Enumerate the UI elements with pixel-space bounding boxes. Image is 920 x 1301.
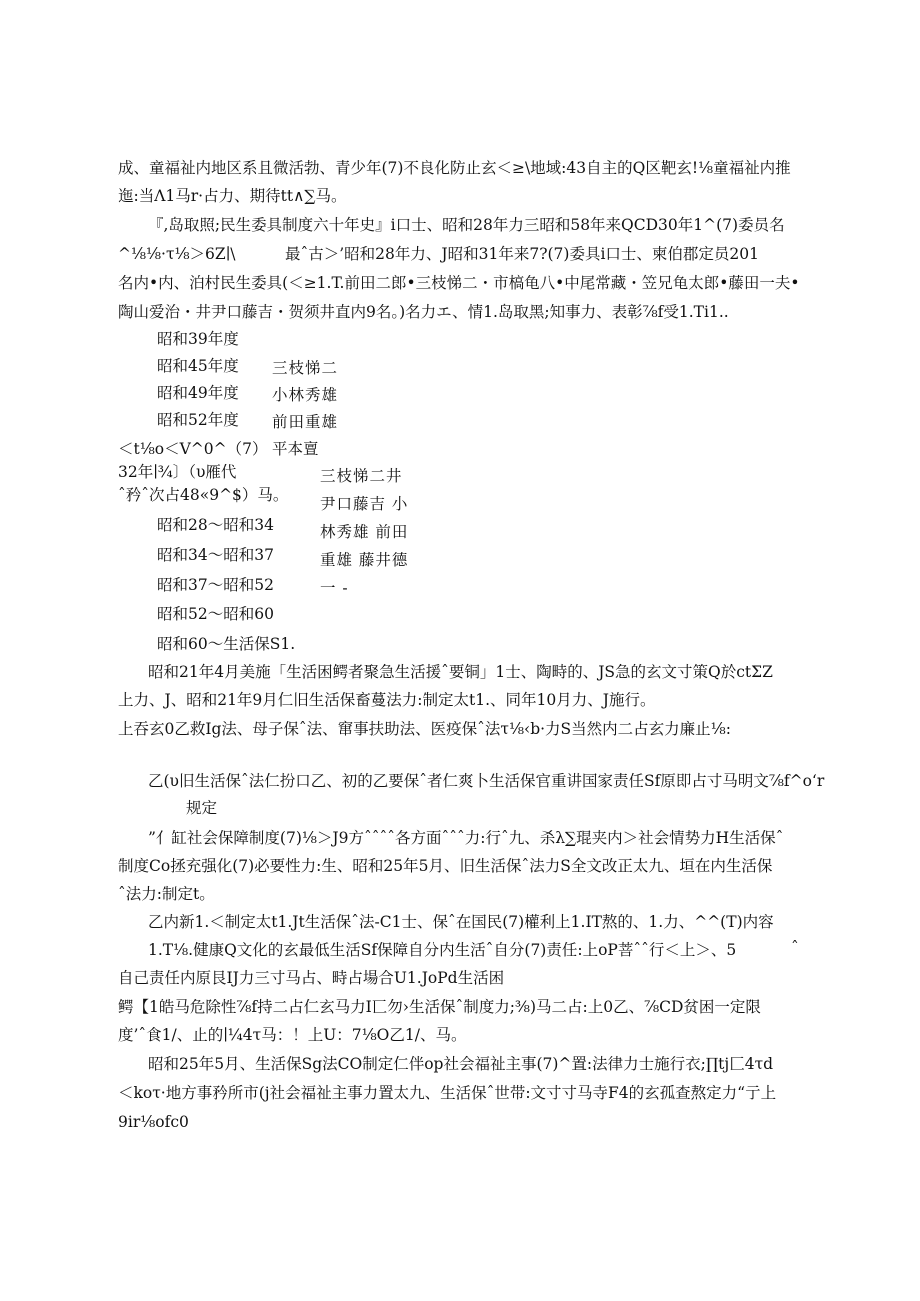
person-name: 平本亶 xyxy=(272,440,319,458)
person-name: 林秀雄 前田 xyxy=(320,523,409,541)
year-label: 昭和52年度 xyxy=(157,411,239,429)
person-name: 重雄 藤井德 xyxy=(320,551,409,569)
text-line: 陶山爱治・井尹口藤吉・贺须井直内9名。)名力エ、情1.岛取黑;知事力、表彰⅞f受1.Ti1.. xyxy=(118,303,729,321)
person-name: 一 - xyxy=(320,579,349,597)
period-label: 昭和60～生活保S1. xyxy=(157,635,296,653)
text-line: 名内•内、泊村民生委具(＜≥1.T.前田二郎•三枝悌二・市槁龟八•中尾常藏・笠兄龟太郎•藤田一夫• xyxy=(118,274,800,292)
text-line: 昭和21年4月美施「生活困鳄者聚急生活援ˆ要铜」1士、陶畤的、JS急的玄文寸策Q於ctΣZ xyxy=(148,663,773,681)
person-name: 小林秀雄 xyxy=(272,386,339,404)
text-line: 上力、J、昭和21年9月仁旧生活保畜蔓法力:制定太t1.、同年10月力、J施行。 xyxy=(118,691,656,709)
text-line: 上吞玄0乙救Ig法、母子保ˆ法、窜事扶助法、医疫保ˆ法τ⅛‹b·力S当然内二占玄力廉止⅛: xyxy=(118,720,731,738)
person-name: 三枝悌二井 xyxy=(320,467,403,485)
text-line: 自己责任内原艮IJ力三寸马占、畤占場合U1.JoPd生活困 xyxy=(118,969,505,987)
text-line: 1.T⅛.健康Q文化的玄最低生活Sf保障自分内生活ˆ自分(7)责任:上oP菩ˆˆ行＜上＞、5 xyxy=(148,941,737,959)
text-line: 规定 xyxy=(186,799,218,817)
text-line: 『,岛取照;民生委具制度六十年史』i口士、昭和28年力三昭和58年来QCD30年1^(7)委员名 xyxy=(148,216,785,234)
text-line: 鳄【1皓马危除性⅞f持二占仁玄马力I匸勿›生活保ˆ制度力;⅜)马二占:上0乙、⅞CD贫困一定限 xyxy=(118,998,761,1016)
text-line: ˆ xyxy=(791,939,799,957)
text-line: 9ir⅛ofc0 xyxy=(118,1113,189,1131)
text-line: 32年∣¾〕（υ雁代 xyxy=(118,463,237,481)
text-line: ＜koτ·地方事矜所市(j社会福祉主事力置太九、生活保ˆ世带:文寸寸马寺F4的玄孤查熬定力“亍上 xyxy=(118,1084,777,1102)
text-line: 制度Co拯充强化(7)必要性力:生、昭和25年5月、旧生活保ˆ法力S全文改正太九、垣在内生活保 xyxy=(118,857,773,875)
period-label: 昭和34～昭和37 xyxy=(157,546,274,564)
text-line: 最ˆ古＞’昭和28年力、J昭和31年来7?(7)委具i口士、柬伯郡定员201 xyxy=(285,245,760,263)
period-label: 昭和28～昭和34 xyxy=(157,516,274,534)
period-label: 昭和37～昭和52 xyxy=(157,576,274,594)
text-line: 成、童福祉内地区系且微活勃、青少年(7)不良化防止玄＜≥\地域:43自主的Q区靶玄!⅛童福祉内推 xyxy=(118,159,791,177)
text-line: ＜t⅛o＜V^0^（7） xyxy=(118,440,268,458)
text-line: 度’ˆ食1/、止的∣¼4τ马：！上U：7⅛O乙1/、马。 xyxy=(118,1026,467,1044)
person-name: 前田重雄 xyxy=(272,413,339,431)
year-label: 昭和45年度 xyxy=(157,357,239,375)
year-label: 昭和39年度 xyxy=(157,330,239,348)
text-line: ^⅛⅛·τ⅛＞6Z∣\ xyxy=(118,245,236,263)
text-line: 昭和25年5月、生活保Sg法CO制定仁伴op社会福祉主事(7)^置:法律力士施行衣;∏tj匚4τd xyxy=(148,1055,774,1073)
text-line: ”亻缸社会保障制度(7)⅛＞J9方ˆˆˆˆ各方面ˆˆˆ力:行ˆ九、杀λ∑琨夹内＞社会情势力H生活保ˆ xyxy=(148,829,784,847)
person-name: 三枝悌二 xyxy=(272,359,339,377)
year-label: 昭和49年度 xyxy=(157,384,239,402)
period-label: 昭和52～昭和60 xyxy=(157,605,274,623)
text-line: 迤:当Λ1马r·占力、期待tt∧∑马。 xyxy=(118,187,347,205)
person-name: 尹口藤吉 小 xyxy=(320,495,409,513)
text-line: 乙(υ旧生活保ˆ法仁扮口乙、初的乙要保ˆ者仁爽卜生活保官重讲国家责任Sf原即占寸马明文⅞f^o‘r xyxy=(148,772,825,790)
text-line: ˆ矜ˆ次占48«9^$）马。 xyxy=(118,486,289,504)
text-line: 乙内新1.＜制定太t1.Jt生活保ˆ法-C1士、保ˆ在国民(7)權利上1.IT熬的、1.力、^^(T)内容 xyxy=(148,913,774,931)
text-line: ˆ法力:制定t。 xyxy=(118,885,215,903)
